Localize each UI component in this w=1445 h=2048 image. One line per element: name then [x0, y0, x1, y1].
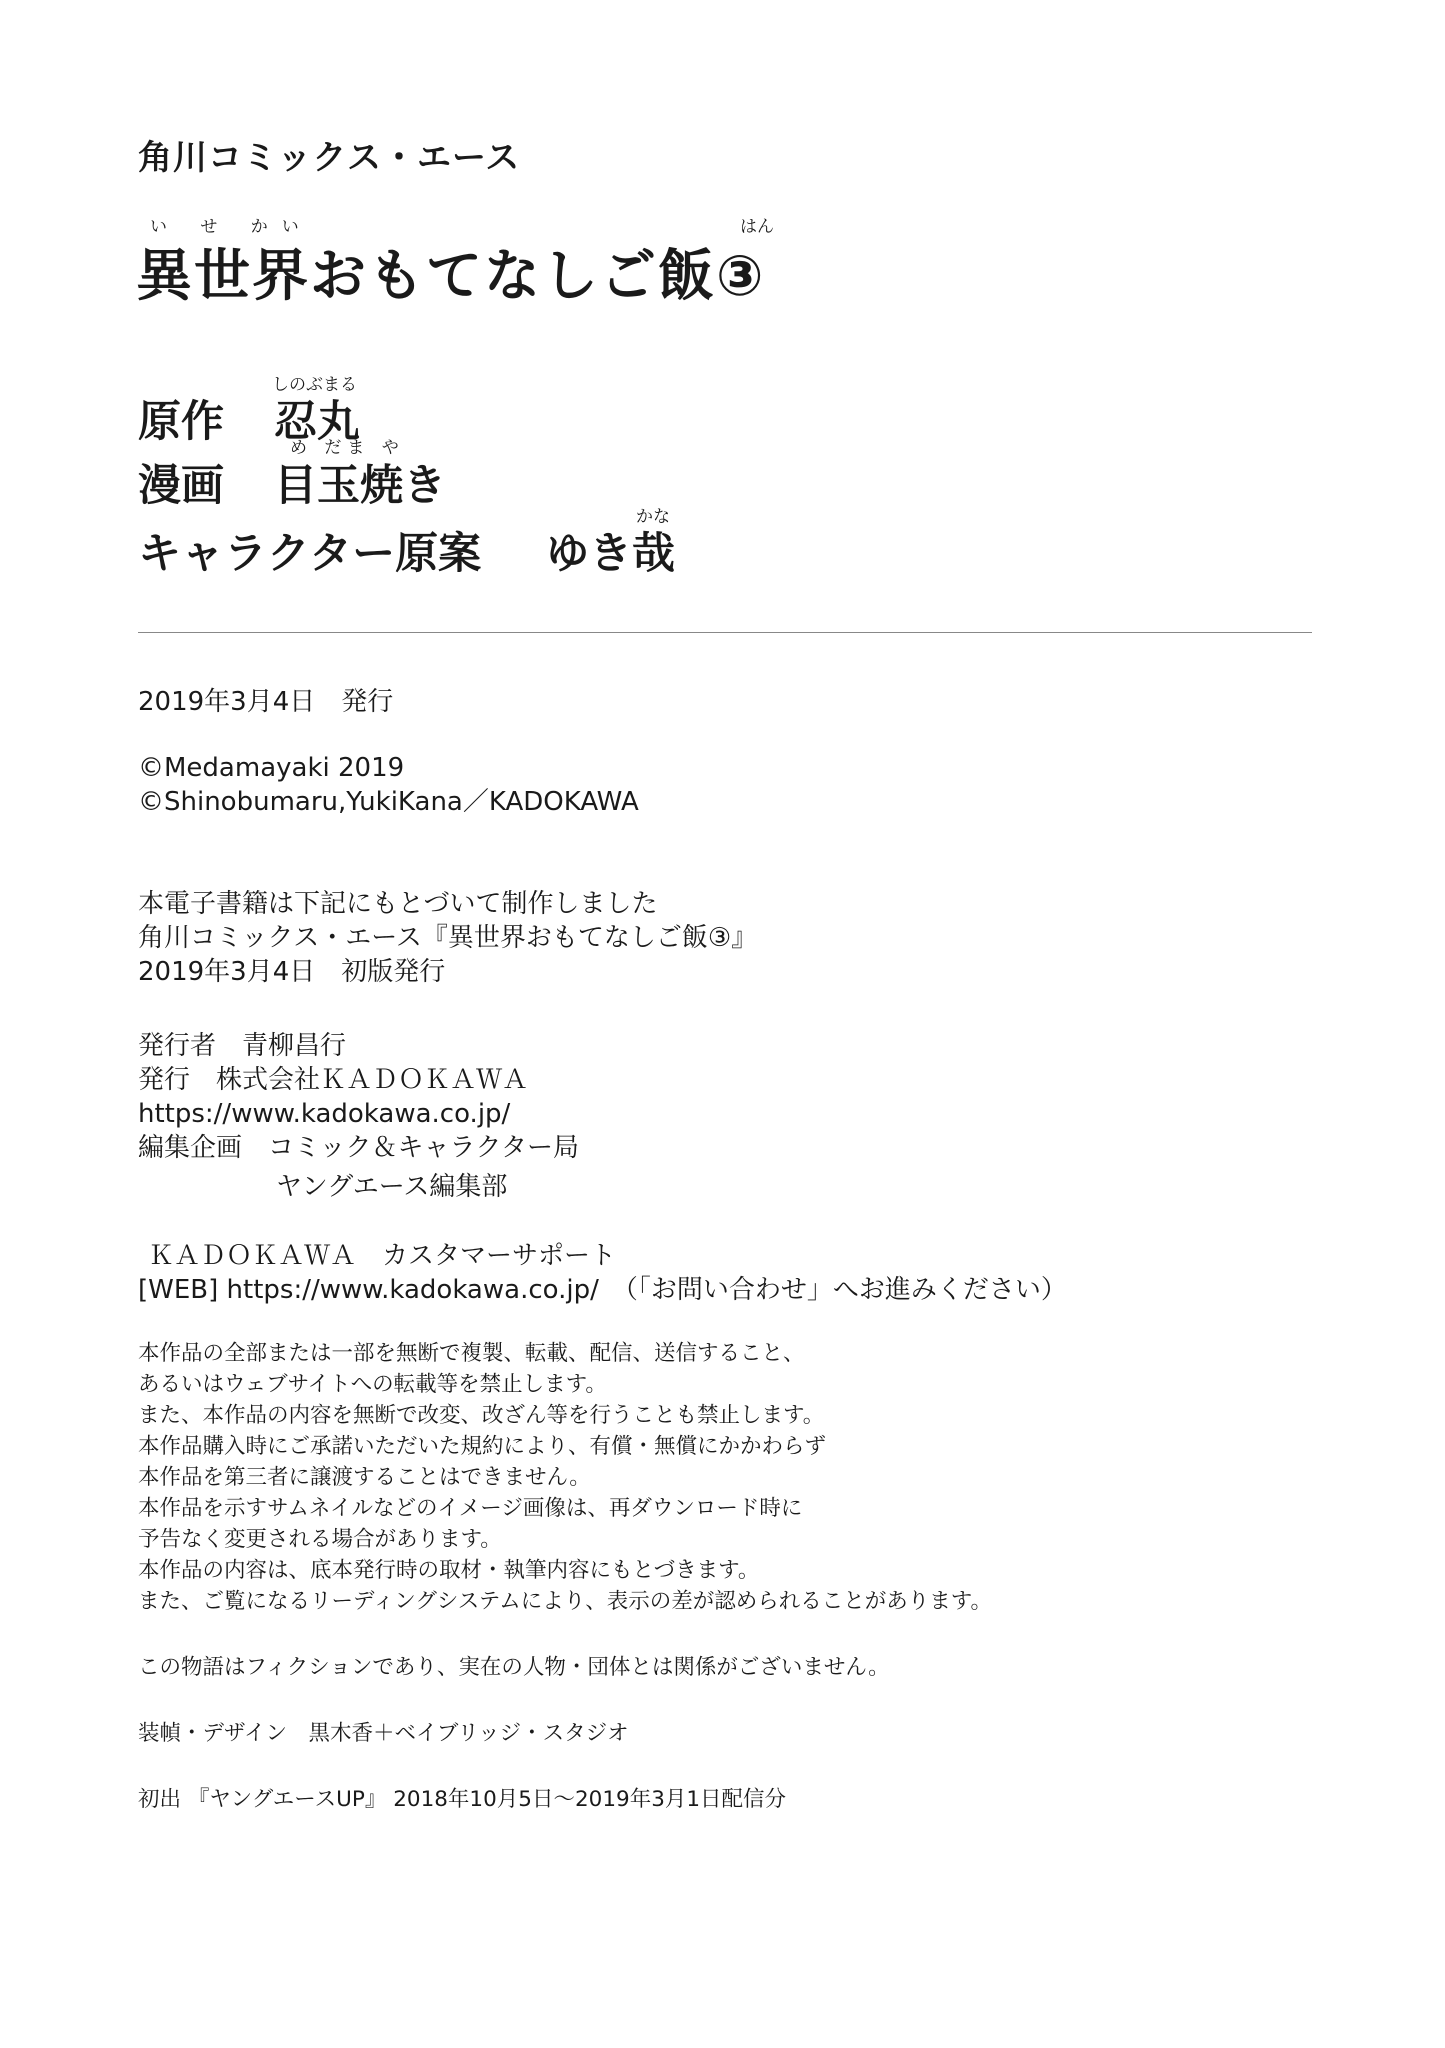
copyright-line: ©Shinobumaru,YukiKana／KADOKAWA [138, 787, 639, 817]
credit-name: 忍丸 [274, 397, 360, 447]
notice-line: また、ご覧になるリーディングシステムにより、表示の差が認められることがあります。 [138, 1589, 992, 1614]
notice-line: 本作品の全部または一部を無断で複製、転載、配信、送信すること、 [138, 1341, 805, 1366]
editorial-line: 編集企画 コミック＆キャラクター局 [138, 1133, 579, 1163]
issue-date: 2019年3月4日 発行 [138, 687, 394, 717]
title-ruby-han: はん [740, 217, 774, 237]
credit-ruby-original: しのぶまる [272, 375, 357, 395]
notice-line: あるいはウェブサイトへの転載等を禁止します。 [138, 1372, 607, 1397]
support-name: ＫＡＤＯＫＡＷＡ カスタマーサポート [148, 1241, 617, 1271]
book-title: 異世界おもてなしご飯③ [136, 244, 766, 309]
notice-line: また、本作品の内容を無断で改変、改ざん等を行うことも禁止します。 [138, 1403, 825, 1428]
notice-line: 本作品を第三者に譲渡することはできません。 [138, 1465, 591, 1490]
credit-role: キャラクター原案 [138, 529, 482, 579]
basis-line: 本電子書籍は下記にもとづいて制作しました [138, 889, 658, 919]
credit-ruby-character: かな [636, 507, 670, 527]
publisher-url[interactable]: https://www.kadokawa.co.jp/ [138, 1099, 511, 1129]
copyright-line: ©Medamayaki 2019 [138, 753, 405, 783]
title-ruby-isekai: い せ かい [150, 217, 313, 237]
design-credit: 装幀・デザイン 黒木香＋ベイブリッジ・スタジオ [138, 1721, 629, 1746]
editorial-dept: ヤングエース編集部 [276, 1172, 508, 1202]
credit-manga [138, 452, 446, 513]
credit-name: ゆき哉 [546, 529, 675, 579]
credit-role: 原作 [138, 397, 224, 447]
notice-line: 本作品を示すサムネイルなどのイメージ画像は、再ダウンロード時に [138, 1496, 803, 1521]
publisher-person: 発行者 青柳昌行 [138, 1031, 347, 1061]
basis-line: 2019年3月4日 初版発行 [138, 957, 446, 987]
credit-role: 漫画 [138, 461, 224, 511]
notice-line: 本作品購入時にご承諾いただいた規約により、有償・無償にかかわらず [138, 1434, 827, 1459]
support-web[interactable]: [WEB] https://www.kadokawa.co.jp/ （「お問い合わせ」へお進みください） [138, 1275, 1067, 1305]
fiction-notice: この物語はフィクションであり、実在の人物・団体とは関係がございません。 [138, 1655, 890, 1680]
credit-character-design [138, 520, 675, 581]
notice-line: 予告なく変更される場合があります。 [138, 1527, 502, 1552]
basis-line: 角川コミックス・エース『異世界おもてなしご飯③』 [138, 923, 758, 953]
notice-line: 本作品の内容は、底本発行時の取材・執筆内容にもとづきます。 [138, 1558, 760, 1583]
credit-ruby-manga: め だま や [290, 438, 405, 458]
issuer: 発行 株式会社ＫＡＤＯＫＡＷＡ [138, 1065, 529, 1095]
credit-name: 目玉焼き [274, 461, 446, 511]
divider [138, 632, 1312, 633]
series-label: 角川コミックス・エース [138, 138, 521, 178]
first-appearance: 初出 『ヤングエースUP』 2018年10月5日〜2019年3月1日配信分 [138, 1787, 787, 1812]
